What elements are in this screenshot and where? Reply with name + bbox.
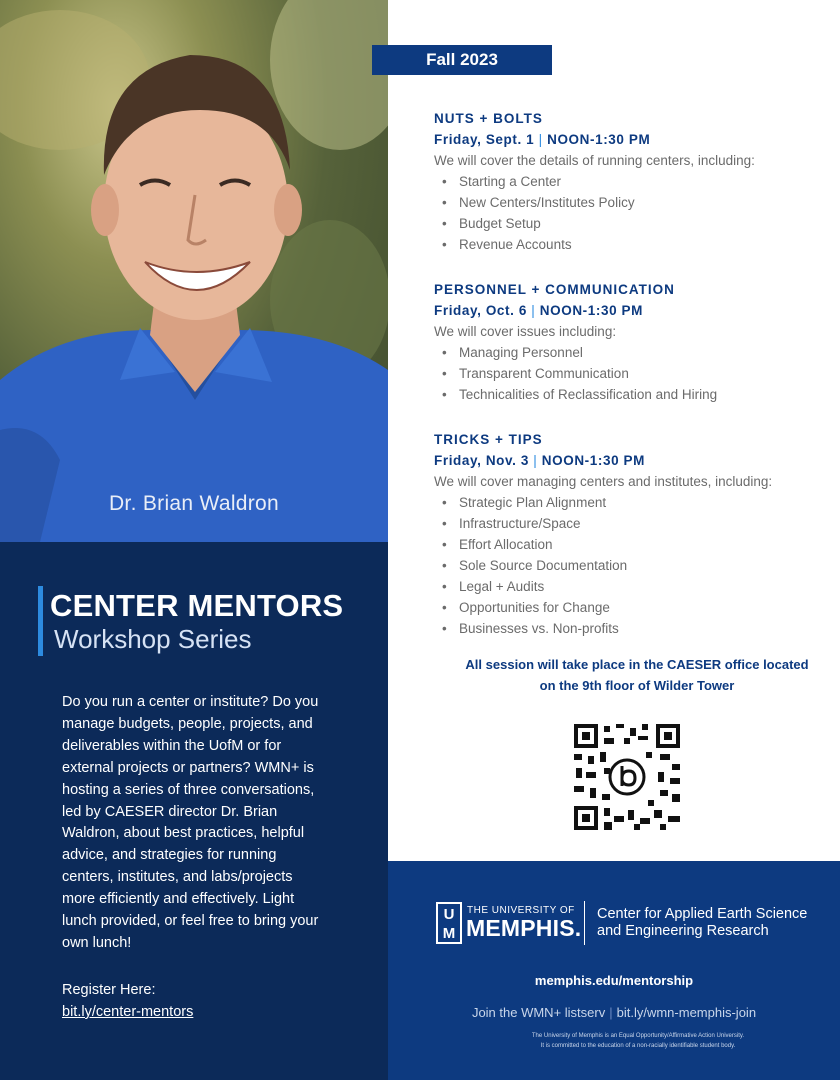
topic-item: • Sole Source Documentation [434, 555, 824, 576]
center-name-line-1: Center for Applied Earth Science [597, 906, 808, 922]
term-badge: Fall 2023 [372, 45, 552, 75]
location-line-2: on the 9th floor of Wilder Tower [539, 678, 735, 693]
separator: | [533, 453, 538, 468]
intro-paragraph: Do you run a center or institute? Do you manage budgets, people, projects, and deliverables within the UofM or for external projects or partners? WMN+ is hosting a series of three conversations, led by CAESER director Dr. Brian Waldron, about best practices, helpful advice, and strategies for running centers, institutes, and labs/projects more efficiently and effectively. Light lunch provided, or feel free to bring your own lunch! [62, 694, 319, 951]
session-datetime [434, 450, 824, 471]
series-title: CENTER MENTORS [50, 588, 344, 623]
topic-list [434, 171, 824, 255]
eeo-statement [388, 1031, 840, 1051]
topic-item: • Legal + Audits [434, 576, 824, 597]
speaker-illustration [0, 0, 388, 542]
session-intro: We will cover managing centers and institutes, including: [434, 474, 773, 489]
topic-item: • Strategic Plan Alignment [434, 492, 824, 513]
topic-list [434, 492, 824, 639]
session-1 [434, 108, 824, 255]
left-column [0, 0, 388, 1080]
title-accent-bar [38, 586, 43, 656]
topic-item: • Budget Setup [434, 213, 824, 234]
topic-item: • Technicalities of Reclassification and Hiring [434, 384, 824, 405]
topic-item: • Opportunities for Change [434, 597, 824, 618]
logo-divider [584, 901, 585, 945]
register-block [62, 980, 193, 1024]
session-intro: We will cover the details of running centers, including: [434, 153, 755, 168]
register-link[interactable]: bit.ly/center-mentors [62, 1003, 194, 1020]
mentorship-link[interactable]: memphis.edu/mentorship [534, 973, 694, 988]
session-2 [434, 279, 824, 405]
listserv-line [388, 1005, 840, 1020]
session-date: Friday, Oct. 6 [434, 303, 527, 318]
location-line-1: All session will take place in the CAESER office located [465, 657, 809, 672]
session-date: Friday, Nov. 3 [434, 453, 529, 468]
topic-item: • New Centers/Institutes Policy [434, 192, 824, 213]
series-subtitle: Workshop Series [54, 624, 252, 654]
separator: | [538, 132, 543, 147]
sessions-list [434, 108, 824, 663]
separator: | [609, 1005, 613, 1020]
qr-code[interactable] [574, 724, 680, 830]
topic-item: • Starting a Center [434, 171, 824, 192]
session-time: NOON-1:30 PM [539, 303, 643, 318]
university-logo-mark [436, 902, 462, 944]
session-datetime [434, 129, 824, 150]
topic-item: • Revenue Accounts [434, 234, 824, 255]
eeo-line-2: It is committed to the education of a non-racially identifiable student body. [540, 1043, 736, 1049]
location-note [420, 654, 840, 696]
center-name-line-2: and Engineering Research [597, 923, 769, 939]
listserv-label: Join the WMN+ listserv [471, 1005, 606, 1020]
session-title: NUTS + BOLTS [434, 111, 543, 126]
session-time: NOON-1:30 PM [547, 132, 651, 147]
session-title: PERSONNEL + COMMUNICATION [434, 282, 675, 297]
session-date: Friday, Sept. 1 [434, 132, 535, 147]
session-title: TRICKS + TIPS [434, 432, 543, 447]
topic-list [434, 342, 824, 405]
topic-item: • Effort Allocation [434, 534, 824, 555]
session-datetime [434, 300, 824, 321]
topic-item: • Managing Personnel [434, 342, 824, 363]
session-time: NOON-1:30 PM [541, 453, 645, 468]
topic-item: • Transparent Communication [434, 363, 824, 384]
session-intro: We will cover issues including: [434, 324, 617, 339]
logo-letter: M [442, 925, 456, 942]
topic-item: • Businesses vs. Non-profits [434, 618, 824, 639]
session-3 [434, 429, 824, 639]
register-label: Register Here: [62, 982, 156, 998]
separator: | [531, 303, 536, 318]
topic-item: • Infrastructure/Space [434, 513, 824, 534]
university-name: MEMPHIS. [466, 915, 582, 941]
center-name [597, 906, 807, 940]
speaker-photo [0, 0, 388, 542]
logo-letter: U [443, 906, 455, 923]
eeo-line-1: The University of Memphis is an Equal Opportunity/Affirmative Action University. [531, 1033, 745, 1039]
university-name-small: THE UNIVERSITY OF [467, 905, 575, 916]
speaker-name: Dr. Brian Waldron [108, 492, 280, 515]
listserv-link[interactable]: bit.ly/wmn-memphis-join [616, 1005, 757, 1020]
